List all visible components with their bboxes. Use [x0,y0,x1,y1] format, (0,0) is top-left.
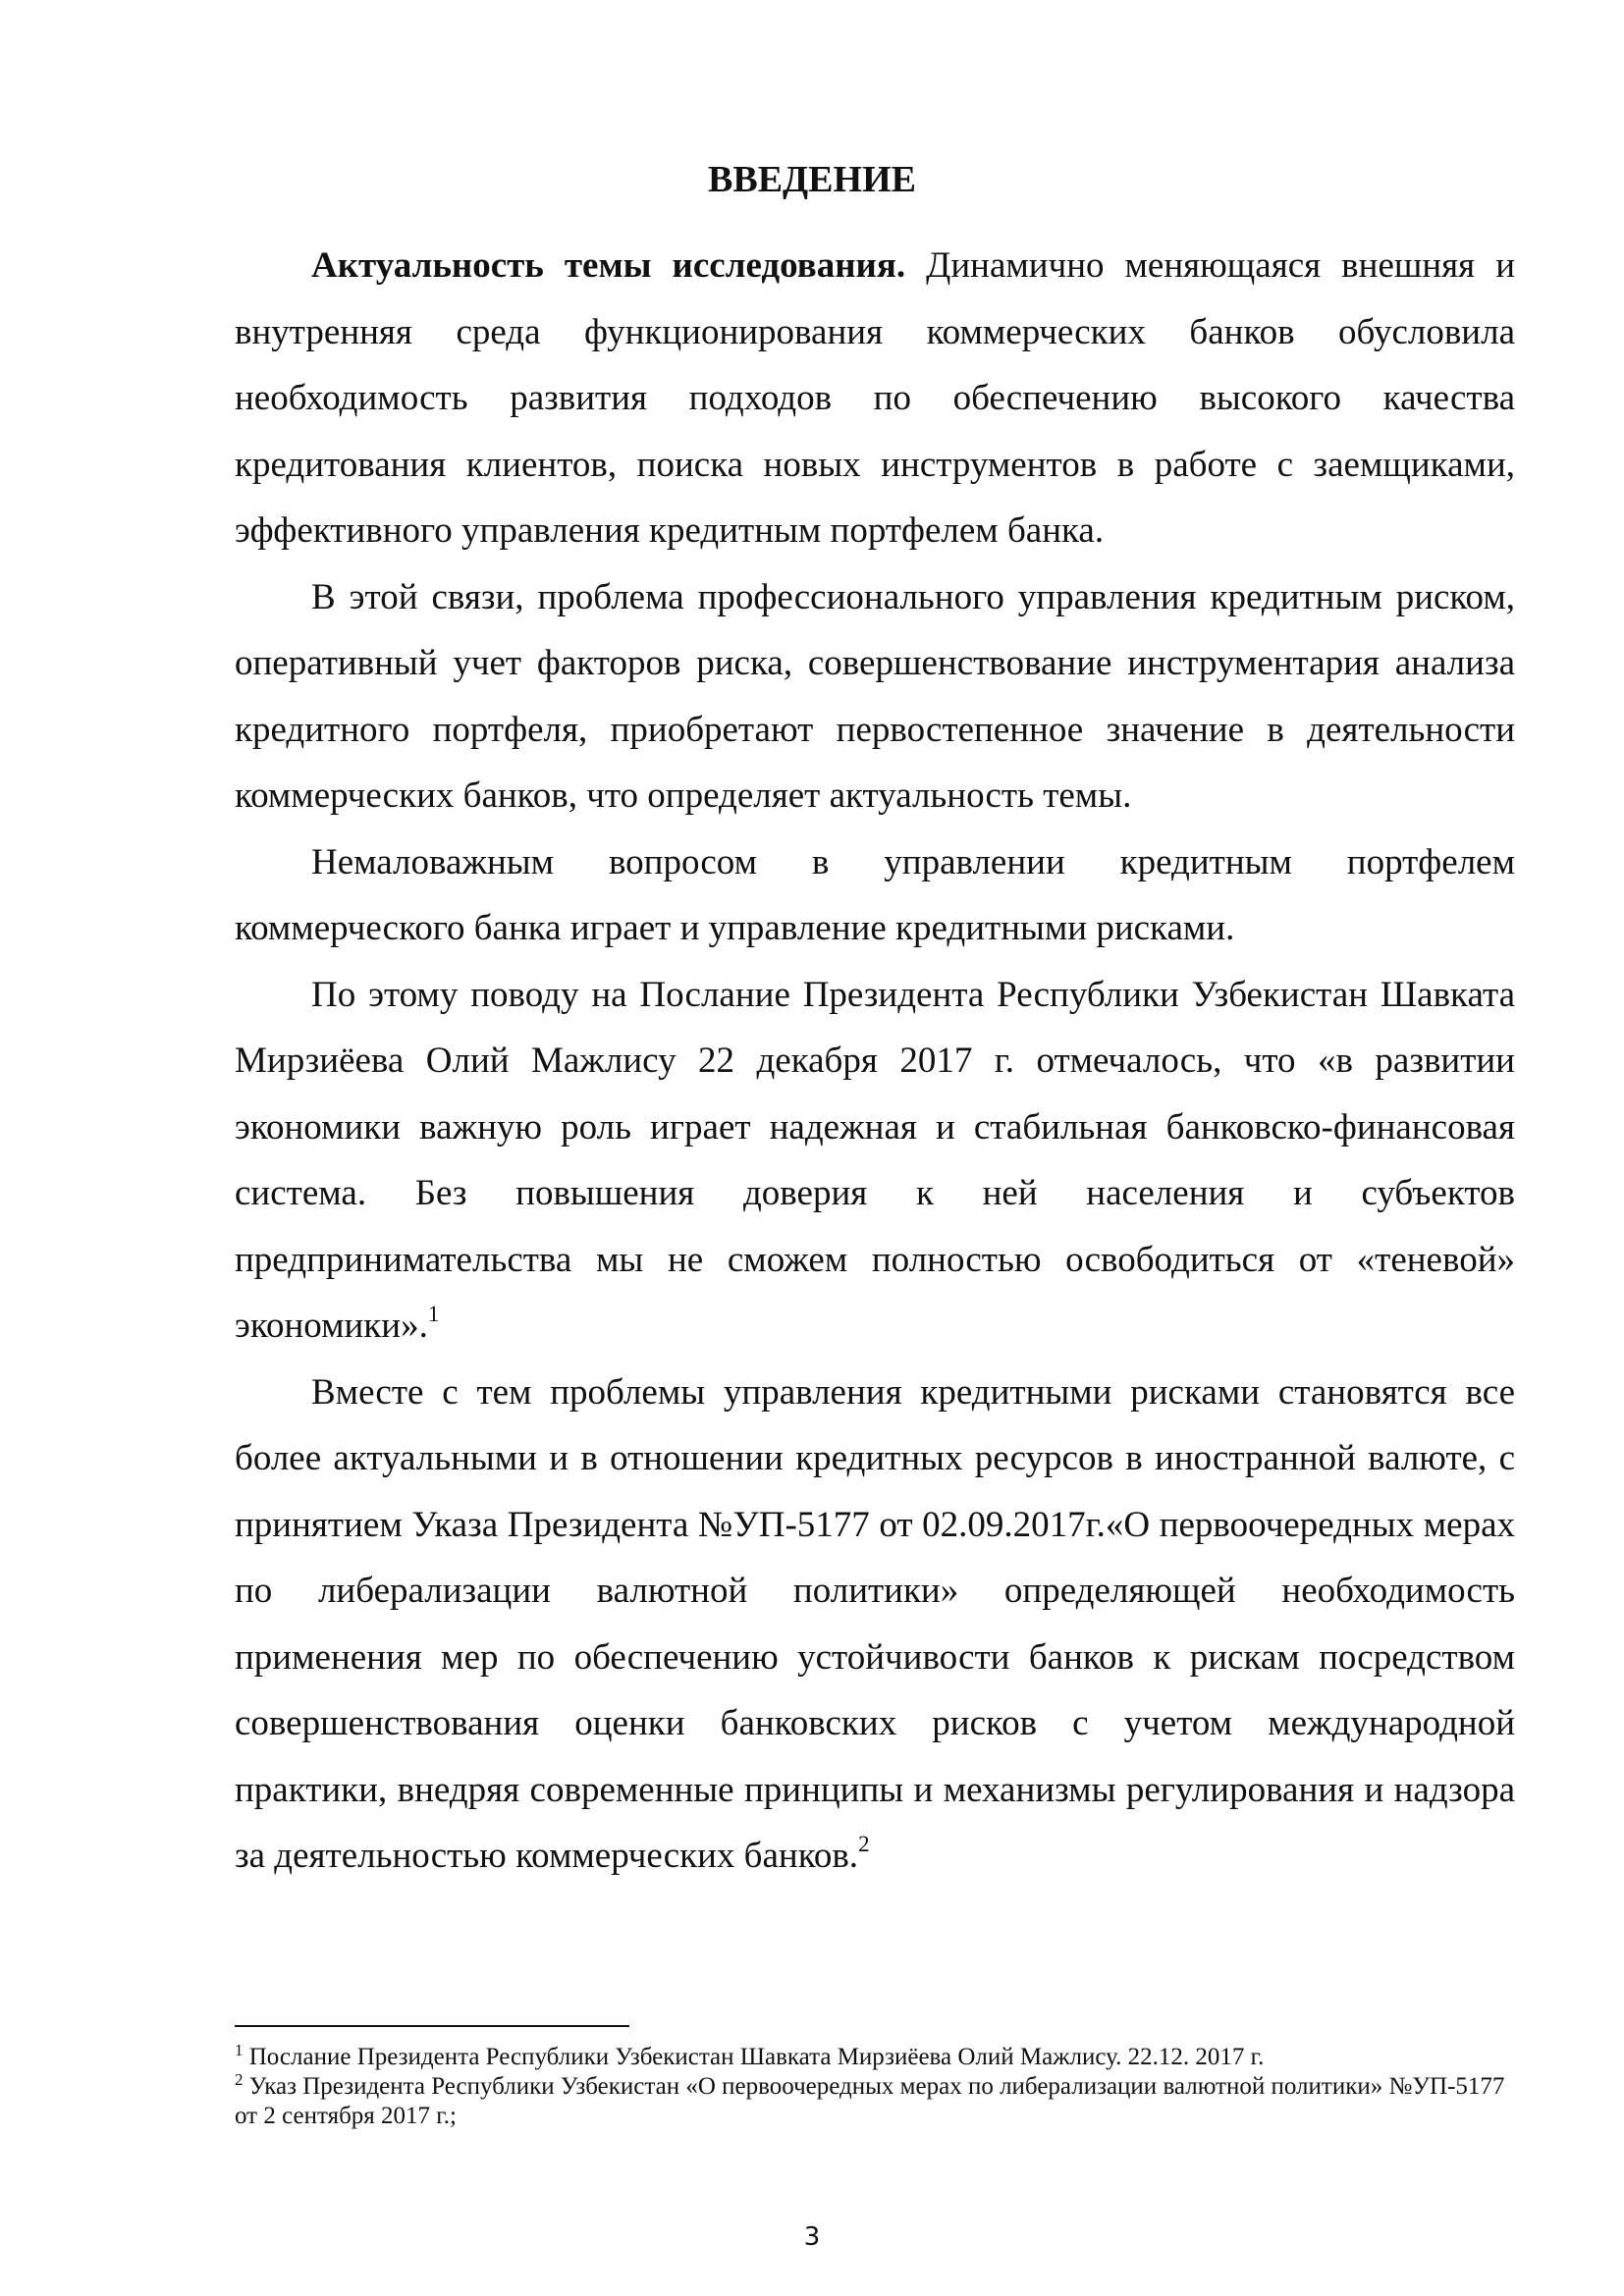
paragraph-text: В этой связи, проблема профессионального управления кредитным риском, оперативный учет факторов риска, совершенствование инструментария анализа кредитного портфеля, приобретают первостепенное значение в деятельности коммерческих банков, что определяет актуальность темы. [235,576,1515,816]
footnotes [235,2043,1515,2131]
paragraph-portfolio [235,829,1515,962]
footnote-text: Послание Президента Республики Узбекистан Шавката Мирзиёева Олий Мажлису. 22.12. 2017 г. [243,2044,1265,2070]
page-number: 3 [803,2222,821,2252]
footnote-separator [235,2025,629,2027]
footnote-2 [235,2072,1515,2131]
footnote-text: Указ Президента Республики Узбекистан «О первоочередных мерах по либерализации валютной политики» №УП-5177 от 2 сентября 2017 г.; [235,2073,1505,2129]
footnote-mark-2: 2 [235,2070,244,2089]
paragraph-text: По этому поводу на Послание Президента Республики Узбекистан Шавката Мирзиёева Олий Мажлису 22 декабря 2017 г. отмечалось, что «в развитии экономики важную роль играет надежная и стабильная банковско-финансовая система. Без повышения доверия к ней населения и субъектов предпринимательства мы не сможем полностью освободиться от «теневой» экономики». [235,974,1515,1346]
paragraph-text: Немаловажным вопросом в управлении кредитным портфелем коммерческого банка играет и управление кредитными рисками. [235,841,1515,948]
paragraph-text: Динамично меняющаяся внешняя и внутренняя среда функционирования коммерческих банков обусловила необходимость развития подходов по обеспечению высокого качества кредитования клиентов, поиска новых инструментов в работе с заемщиками, эффективного управления кредитным портфелем банка. [235,245,1515,551]
paragraph-credit-risk [235,564,1515,829]
footnote-ref-1[interactable]: 1 [427,1302,440,1326]
footnote-1 [235,2043,1515,2072]
paragraph-relevance [235,233,1515,564]
paragraph-president-address [235,962,1515,1360]
paragraph-text: Вместе с тем проблемы управления кредитными рисками становятся все более актуальными и в отношении кредитных ресурсов в иностранной валюте, с принятием Указа Президента №УП-5177 от 02.09.2017г.«О первоочередных мерах по либерализации валютной политики» определяющей необходимость применения мер по обеспечению устойчивости банков к рискам посредством совершенствования оценки банковских рисков с учетом международной практики, внедряя современные принципы и механизмы регулирования и надзора за деятельностью коммерческих банков. [235,1371,1515,1876]
paragraph-decree [235,1360,1515,1890]
page-title: ВВЕДЕНИЕ [708,159,916,200]
paragraph-lead: Актуальность темы исследования. [311,245,906,286]
footnote-ref-2[interactable]: 2 [858,1832,870,1856]
body-text [235,233,1515,1890]
footnote-mark-1: 1 [235,2041,244,2059]
